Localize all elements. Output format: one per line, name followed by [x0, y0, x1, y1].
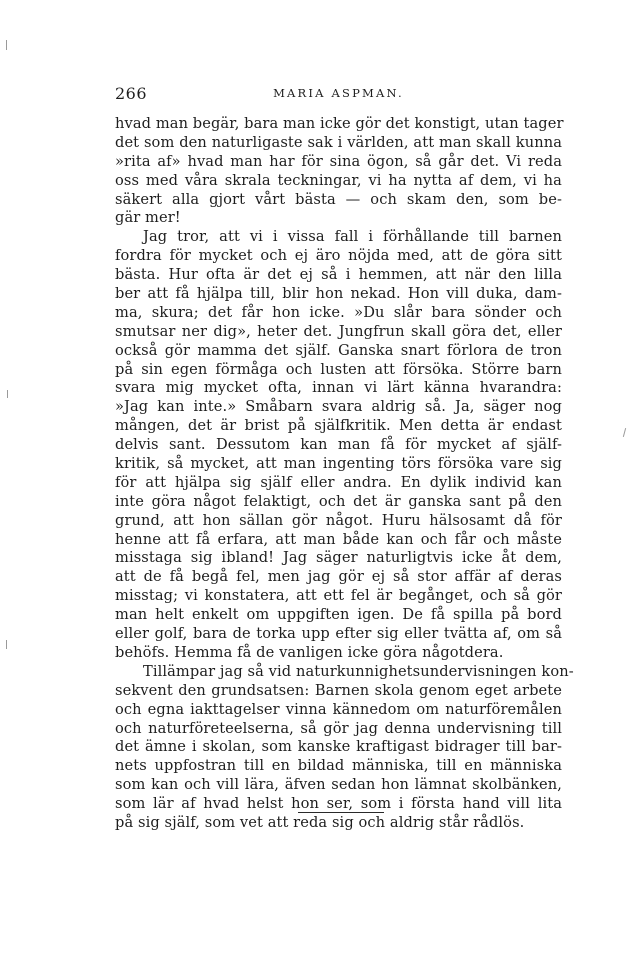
text-line: säkert alla gjort vårt bästa — och skam den, som be-: [115, 190, 562, 208]
left-edge-mark: [6, 40, 7, 50]
text-line: och egna iakttagelser vinna kännedom om naturföremålen: [115, 700, 562, 718]
text-line: ber att få hjälpa till, blir hon nekad. Hon vill duka, dam-: [115, 285, 562, 303]
text-line: smutsar ner dig», heter det. Jungfrun skall göra det, eller: [115, 322, 562, 340]
text-line: man helt enkelt om uppgiften igen. De få spilla på bord: [115, 606, 562, 624]
text-line: att de få begå fel, men jag gör ej så stor affär af deras: [115, 568, 562, 586]
text-line: mången, det är brist på själfkritik. Men detta är endast: [115, 417, 562, 435]
text-line: som kan och vill lära, äfven sedan hon lämnat skolbänken,: [115, 776, 562, 794]
body-text: [115, 115, 574, 833]
paragraph: [115, 662, 574, 833]
text-line: det ämne i skolan, som kanske kraftigast bidrager till bar-: [115, 738, 562, 756]
left-edge-mark: [7, 390, 8, 398]
text-line: gär mer!: [115, 209, 181, 227]
text-line: grund, att hon sällan gör något. Huru hälsosamt då för: [115, 511, 562, 529]
text-line: bästa. Hur ofta är det ej så i hemmen, att när den lilla: [115, 266, 562, 284]
text-line: och naturföreteelserna, så gör jag denna undervisning till: [115, 719, 562, 737]
text-line: »Jag kan inte.» Småbarn svara aldrig så. Ja, säger nog: [115, 398, 562, 416]
text-line: misstaga sig ibland! Jag säger naturligtvis icke åt dem,: [115, 549, 562, 567]
running-title: MARIA ASPMAN.: [273, 86, 404, 100]
left-edge-mark: [6, 640, 7, 649]
text-line: misstag; vi konstatera, att ett fel är begånget, och så gör: [115, 587, 562, 605]
text-line: eller golf, bara de torka upp efter sig eller tvätta af, om så: [115, 625, 562, 643]
text-line: på sin egen förmåga och lusten att försöka. Större barn: [115, 360, 562, 378]
text-line: nets uppfostran till en bildad människa, till en människa: [115, 757, 562, 775]
text-line: kritik, så mycket, att man ingenting törs försöka vare sig: [115, 455, 562, 473]
text-line: behöfs. Hemma få de vanligen icke göra någotdera.: [115, 643, 504, 661]
text-line: på sig själf, som vet att reda sig och aldrig står rådlös.: [115, 813, 525, 831]
text-line: sekvent den grundsatsen: Barnen skola genom eget arbete: [115, 681, 562, 699]
text-line: ma, skura; det får hon icke. »Du slår bara sönder och: [115, 303, 562, 321]
text-line: fordra för mycket och ej äro nöjda med, att de göra sitt: [115, 247, 562, 265]
end-rule: [298, 812, 384, 813]
text-line: inte göra något felaktigt, och det är ganska sant på den: [115, 492, 562, 510]
text-line: »rita af» hvad man har för sina ögon, så går det. Vi reda: [115, 152, 562, 170]
text-line: också gör mamma det själf. Ganska snart förlora de tron: [115, 341, 562, 359]
paragraph: [115, 228, 562, 662]
right-edge-mark: [623, 428, 626, 437]
text-line: svara mig mycket ofta, innan vi lärt känna hvarandra:: [115, 379, 562, 397]
text-line: hvad man begär, bara man icke gör det konstigt, utan tager: [115, 115, 564, 132]
text-line: det som den naturligaste sak i världen, att man skall kunna: [115, 133, 562, 151]
text-line: henne att få erfara, att man både kan och får och måste: [115, 530, 562, 548]
page-header: [115, 84, 562, 106]
text-line: som lär af hvad helst hon ser, som i första hand vill lita: [115, 795, 562, 813]
text-line: Jag tror, att vi i vissa fall i förhållande till barnen: [143, 228, 562, 246]
page-number: 266: [115, 84, 148, 103]
text-line: Tillämpar jag så vid naturkunnighetsundervisningen kon-: [143, 662, 574, 680]
paragraph: [115, 115, 562, 228]
text-line: oss med våra skrala teckningar, vi ha nytta af dem, vi ha: [115, 171, 562, 189]
text-line: delvis sant. Dessutom kan man få för mycket af själf-: [115, 436, 562, 454]
text-line: för att hjälpa sig själf eller andra. En dylik individ kan: [115, 473, 562, 491]
